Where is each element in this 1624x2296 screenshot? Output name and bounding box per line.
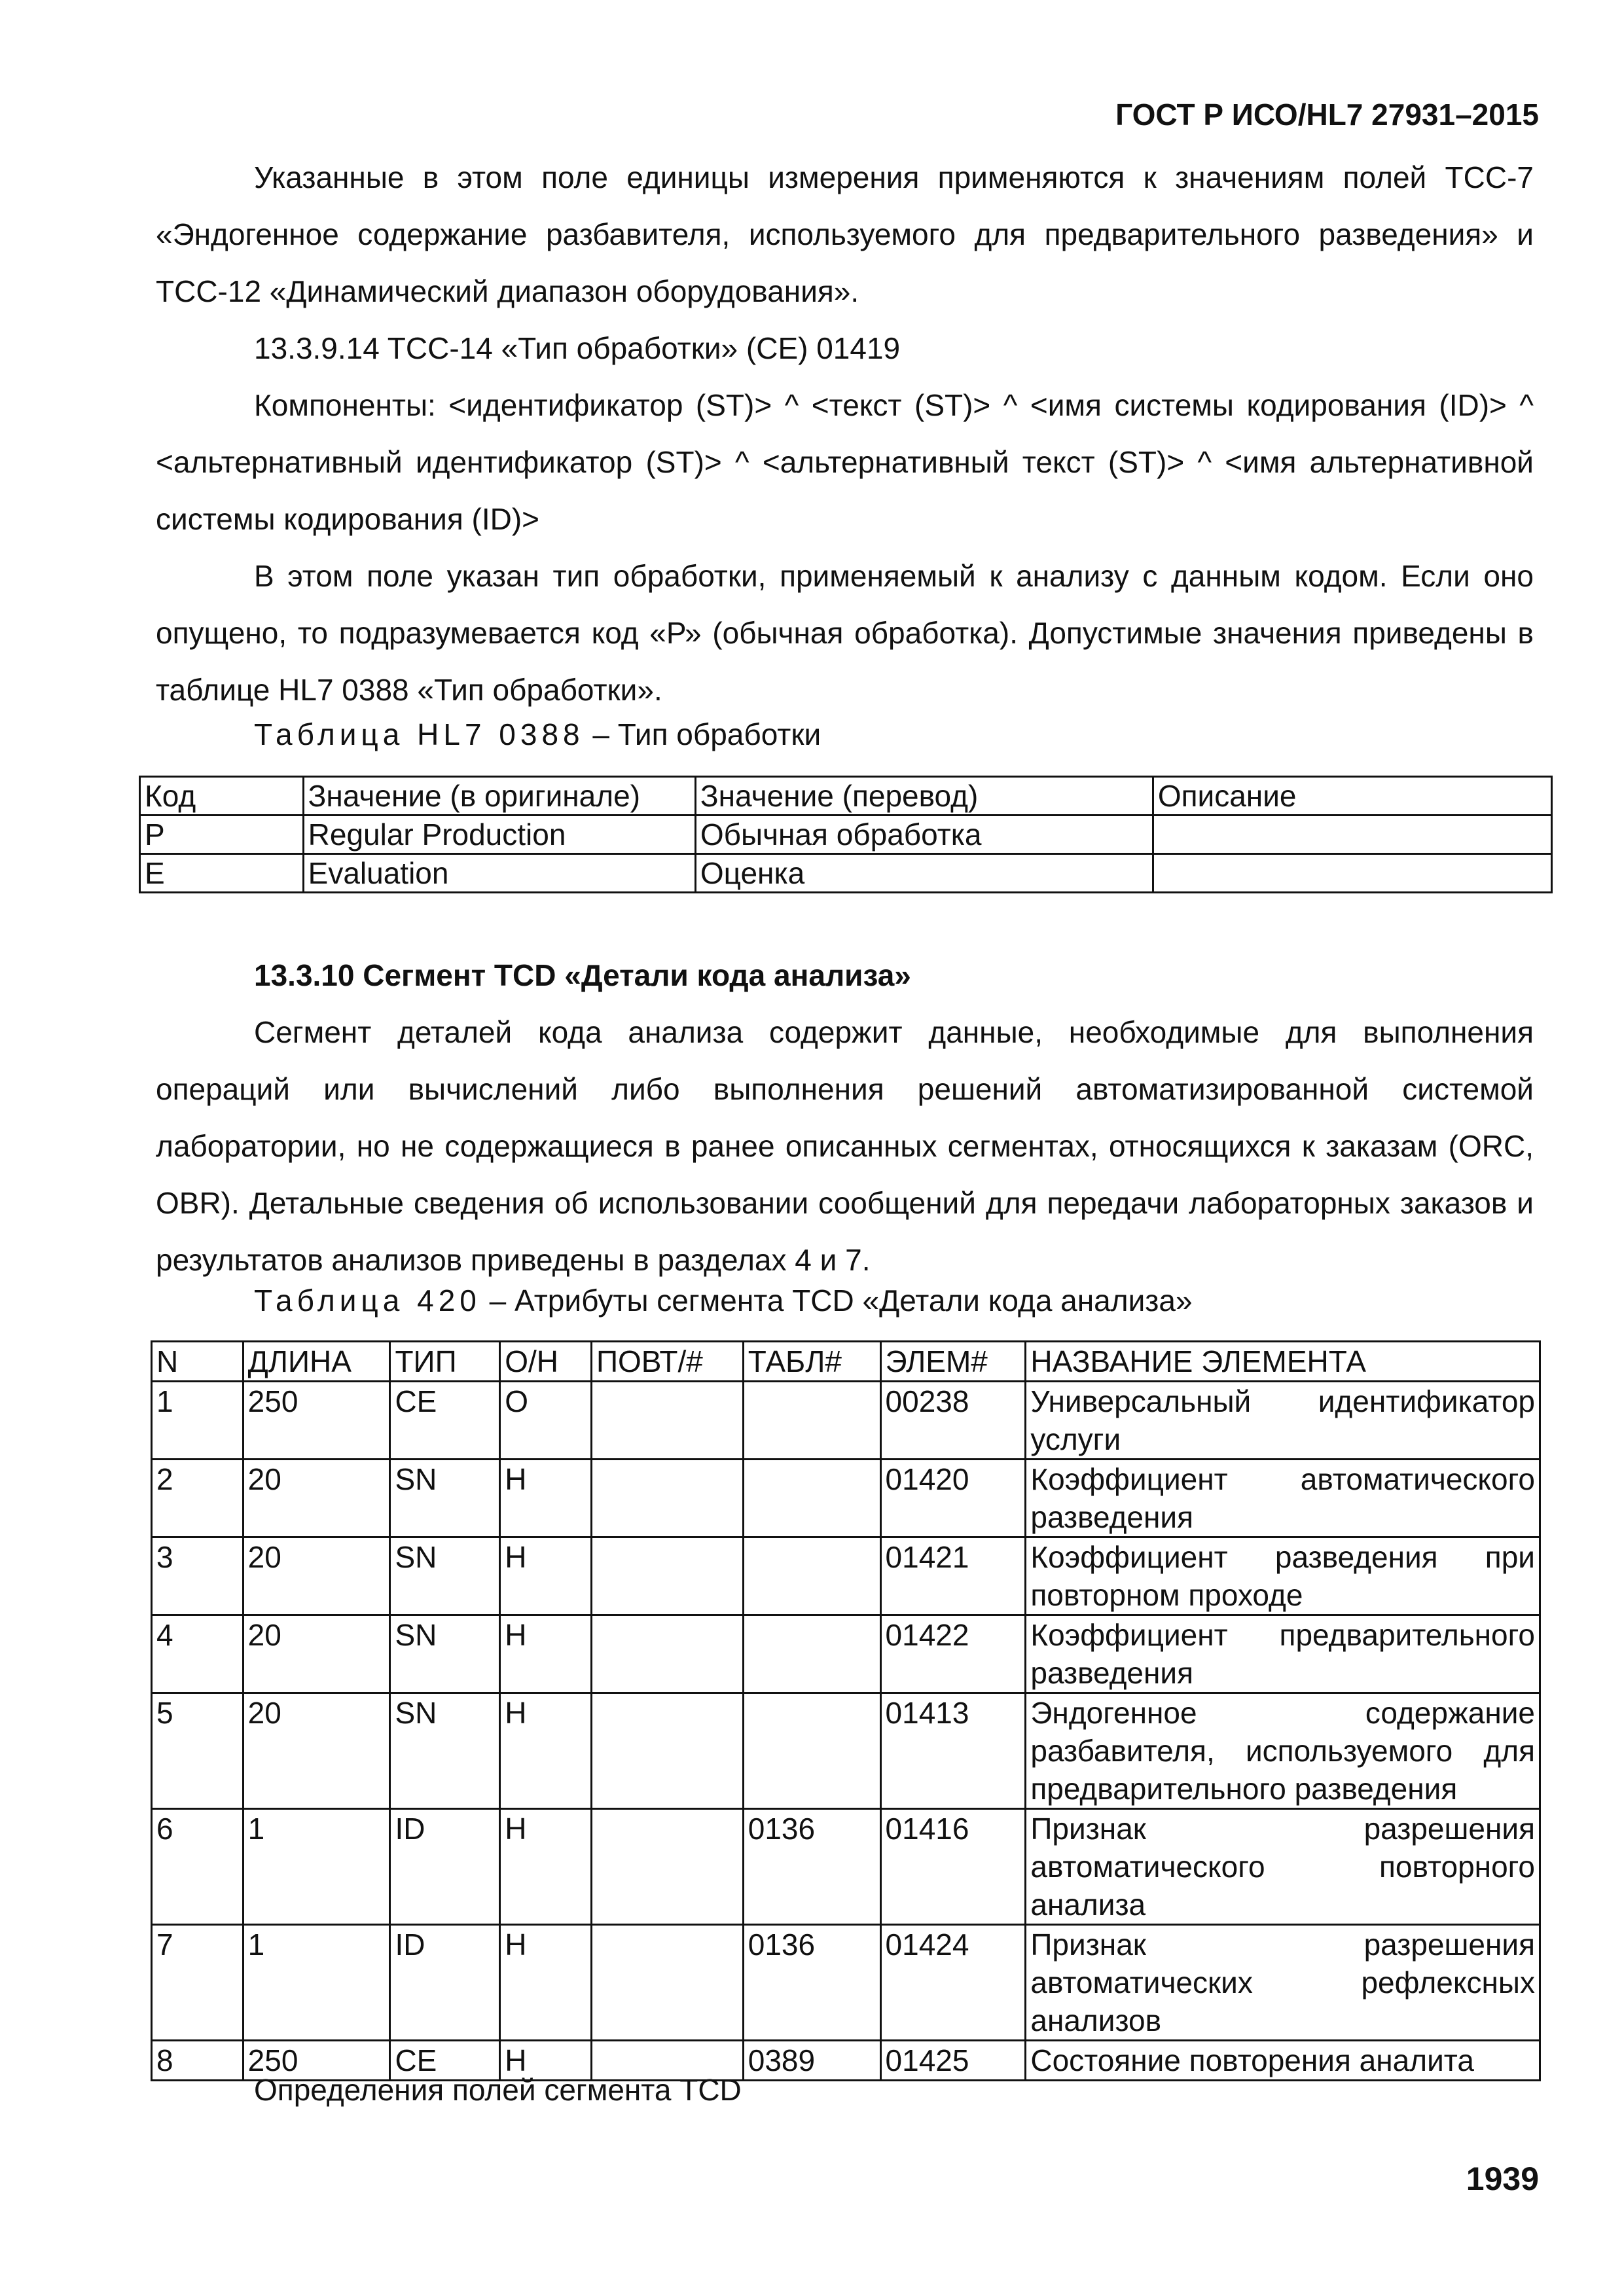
table-cell: 8 [152,2041,244,2081]
table-cell: ID [390,1809,500,1925]
table-header-row [140,777,1552,816]
table-cell [743,1537,880,1615]
page-number: 1939 [1466,2161,1539,2197]
table-cell: Н [500,1537,592,1615]
table-cell: 1 [243,1809,390,1925]
tcd-attributes-table [151,1340,1541,2081]
table-cell: P [140,816,304,854]
table-cell: O [500,1382,592,1460]
table-cell: Эндогенное содержание разбавителя, используемого для предварительного разведения [1026,1693,1540,1809]
table-cell: Regular Production [303,816,695,854]
header-cell: Код [140,777,304,816]
processing-type-table [139,776,1553,893]
table-cell: Н [500,1925,592,2041]
table-cell: 01421 [880,1537,1026,1615]
table-cell: Н [500,1460,592,1537]
document-header: ГОСТ Р ИСО/HL7 27931–2015 [1115,98,1539,132]
table-cell: ID [390,1925,500,2041]
table-cell [591,1809,743,1925]
header-cell: НАЗВАНИЕ ЭЛЕМЕНТА [1026,1342,1540,1382]
table-cell: 1 [152,1382,244,1460]
table-cell: Коэффициент автоматического разведения [1026,1460,1540,1537]
table-cell: 4 [152,1615,244,1693]
table-cell: Признак разрешения автоматических рефлексных анализов [1026,1925,1540,2041]
table-row [152,1537,1540,1615]
table-cell: E [140,854,304,893]
section-heading: 13.3.10 Сегмент TCD «Детали кода анализа» [254,958,911,992]
text-block-bottom [156,2062,1534,2119]
table-cell: Состояние повторения аналита [1026,2041,1540,2081]
header-cell: ТИП [390,1342,500,1382]
table2-caption [254,1283,1193,1318]
paragraph-segment-description: Сегмент деталей кода анализа содержит данные, необходимые для выполнения операций или вычислений либо выполнения решений автоматизированной системой лаборатории, но не содержащиеся в ранее описанных сегментах, относящихся к заказам (ORC, OBR). Детальные сведения об использовании сообщений для передачи лабораторных заказов и результатов анализов приведены в разделах 4 и 7. [156,1015,1534,1277]
table-cell: Н [500,2041,592,2081]
table-cell: Н [500,1809,592,1925]
text-block-section [156,947,1534,1289]
table-cell [743,1382,880,1460]
table-cell: SN [390,1537,500,1615]
table-cell [591,1460,743,1537]
paragraph-field-definitions: Определения полей сегмента TCD [254,2073,742,2107]
table-cell: 20 [243,1615,390,1693]
table2-caption-title: Атрибуты сегмента TCD «Детали кода анализа» [514,1283,1193,1318]
table-cell: Н [500,1693,592,1809]
table-cell: 0136 [743,1809,880,1925]
table1-caption [254,717,821,752]
header-cell: Значение (перевод) [695,777,1153,816]
table-cell: CE [390,2041,500,2081]
table-header-row [152,1342,1540,1382]
header-cell: ПОВТ/# [591,1342,743,1382]
table-cell [591,1537,743,1615]
table-cell: SN [390,1693,500,1809]
table-cell: SN [390,1460,500,1537]
table-cell: 20 [243,1537,390,1615]
table-row [152,1615,1540,1693]
table-cell: 3 [152,1537,244,1615]
paragraph-components: Компоненты: <идентификатор (ST)> ^ <текст (ST)> ^ <имя системы кодирования (ID)> ^ <альтернативный идентификатор (ST)> ^ <альтернативный текст (ST)> ^ <имя альтернативной системы кодирования (ID)> [156,388,1534,536]
table-row [140,816,1552,854]
table-cell: 0136 [743,1925,880,2041]
table-cell: Н [500,1615,592,1693]
table1-caption-dash: – [592,717,610,751]
paragraph-processing: В этом поле указан тип обработки, применяемый к анализу с данным кодом. Если оно опущено, то подразумевается код «Р» (обычная обработка). Допустимые значения приведены в таблице HL7 0388 «Тип обработки». [156,559,1534,707]
table-cell [1153,816,1551,854]
table-cell: Универсальный идентификатор услуги [1026,1382,1540,1460]
table-cell: 7 [152,1925,244,2041]
table-row [152,1460,1540,1537]
header-cell: N [152,1342,244,1382]
text-block-top [156,149,1534,719]
table-cell [591,1382,743,1460]
table-cell: 01416 [880,1809,1026,1925]
table-cell: 20 [243,1460,390,1537]
table-cell [743,1460,880,1537]
table-cell: 01422 [880,1615,1026,1693]
table-cell [591,1693,743,1809]
paragraph-units: Указанные в этом поле единицы измерения применяются к значениям полей TCC-7 «Эндогенное содержание разбавителя, используемого для предварительного разведения» и TCC-12 «Динамический диапазон оборудования». [156,160,1534,308]
table-cell [591,1615,743,1693]
table-cell: 01420 [880,1460,1026,1537]
table-cell: 2 [152,1460,244,1537]
table-row [152,1809,1540,1925]
header-cell: О/Н [500,1342,592,1382]
table-cell: 01413 [880,1693,1026,1809]
table-cell: 01424 [880,1925,1026,2041]
table-cell: 5 [152,1693,244,1809]
table-cell: CE [390,1382,500,1460]
header-cell: ДЛИНА [243,1342,390,1382]
table-cell [1153,854,1551,893]
table-cell: 250 [243,2041,390,2081]
table2-caption-dash: – [489,1283,507,1318]
table-row [140,854,1552,893]
paragraph-subsection: 13.3.9.14 TCC-14 «Тип обработки» (CE) 01419 [254,331,901,365]
header-cell: ЭЛЕМ# [880,1342,1026,1382]
table-cell: 01425 [880,2041,1026,2081]
table-cell: 6 [152,1809,244,1925]
table-cell: 1 [243,1925,390,2041]
header-cell: Описание [1153,777,1551,816]
table-cell: Evaluation [303,854,695,893]
table-cell [743,1615,880,1693]
table-cell: 250 [243,1382,390,1460]
table-cell: SN [390,1615,500,1693]
table1-caption-label: Таблица HL7 0388 [254,717,585,751]
table-row [152,1382,1540,1460]
header-cell: Значение (в оригинале) [303,777,695,816]
table-cell: 0389 [743,2041,880,2081]
table-cell [743,1693,880,1809]
table-row [152,1925,1540,2041]
table-cell: Обычная обработка [695,816,1153,854]
table1-caption-title: Тип обработки [617,717,821,751]
table-cell: Коэффициент предварительного разведения [1026,1615,1540,1693]
table-cell: Коэффициент разведения при повторном проходе [1026,1537,1540,1615]
table-cell: Признак разрешения автоматического повторного анализа [1026,1809,1540,1925]
table-cell: Оценка [695,854,1153,893]
header-cell: ТАБЛ# [743,1342,880,1382]
table-row [152,1693,1540,1809]
table-cell: 00238 [880,1382,1026,1460]
table-cell: 20 [243,1693,390,1809]
table2-caption-label: Таблица 420 [254,1283,481,1318]
table-cell [591,1925,743,2041]
